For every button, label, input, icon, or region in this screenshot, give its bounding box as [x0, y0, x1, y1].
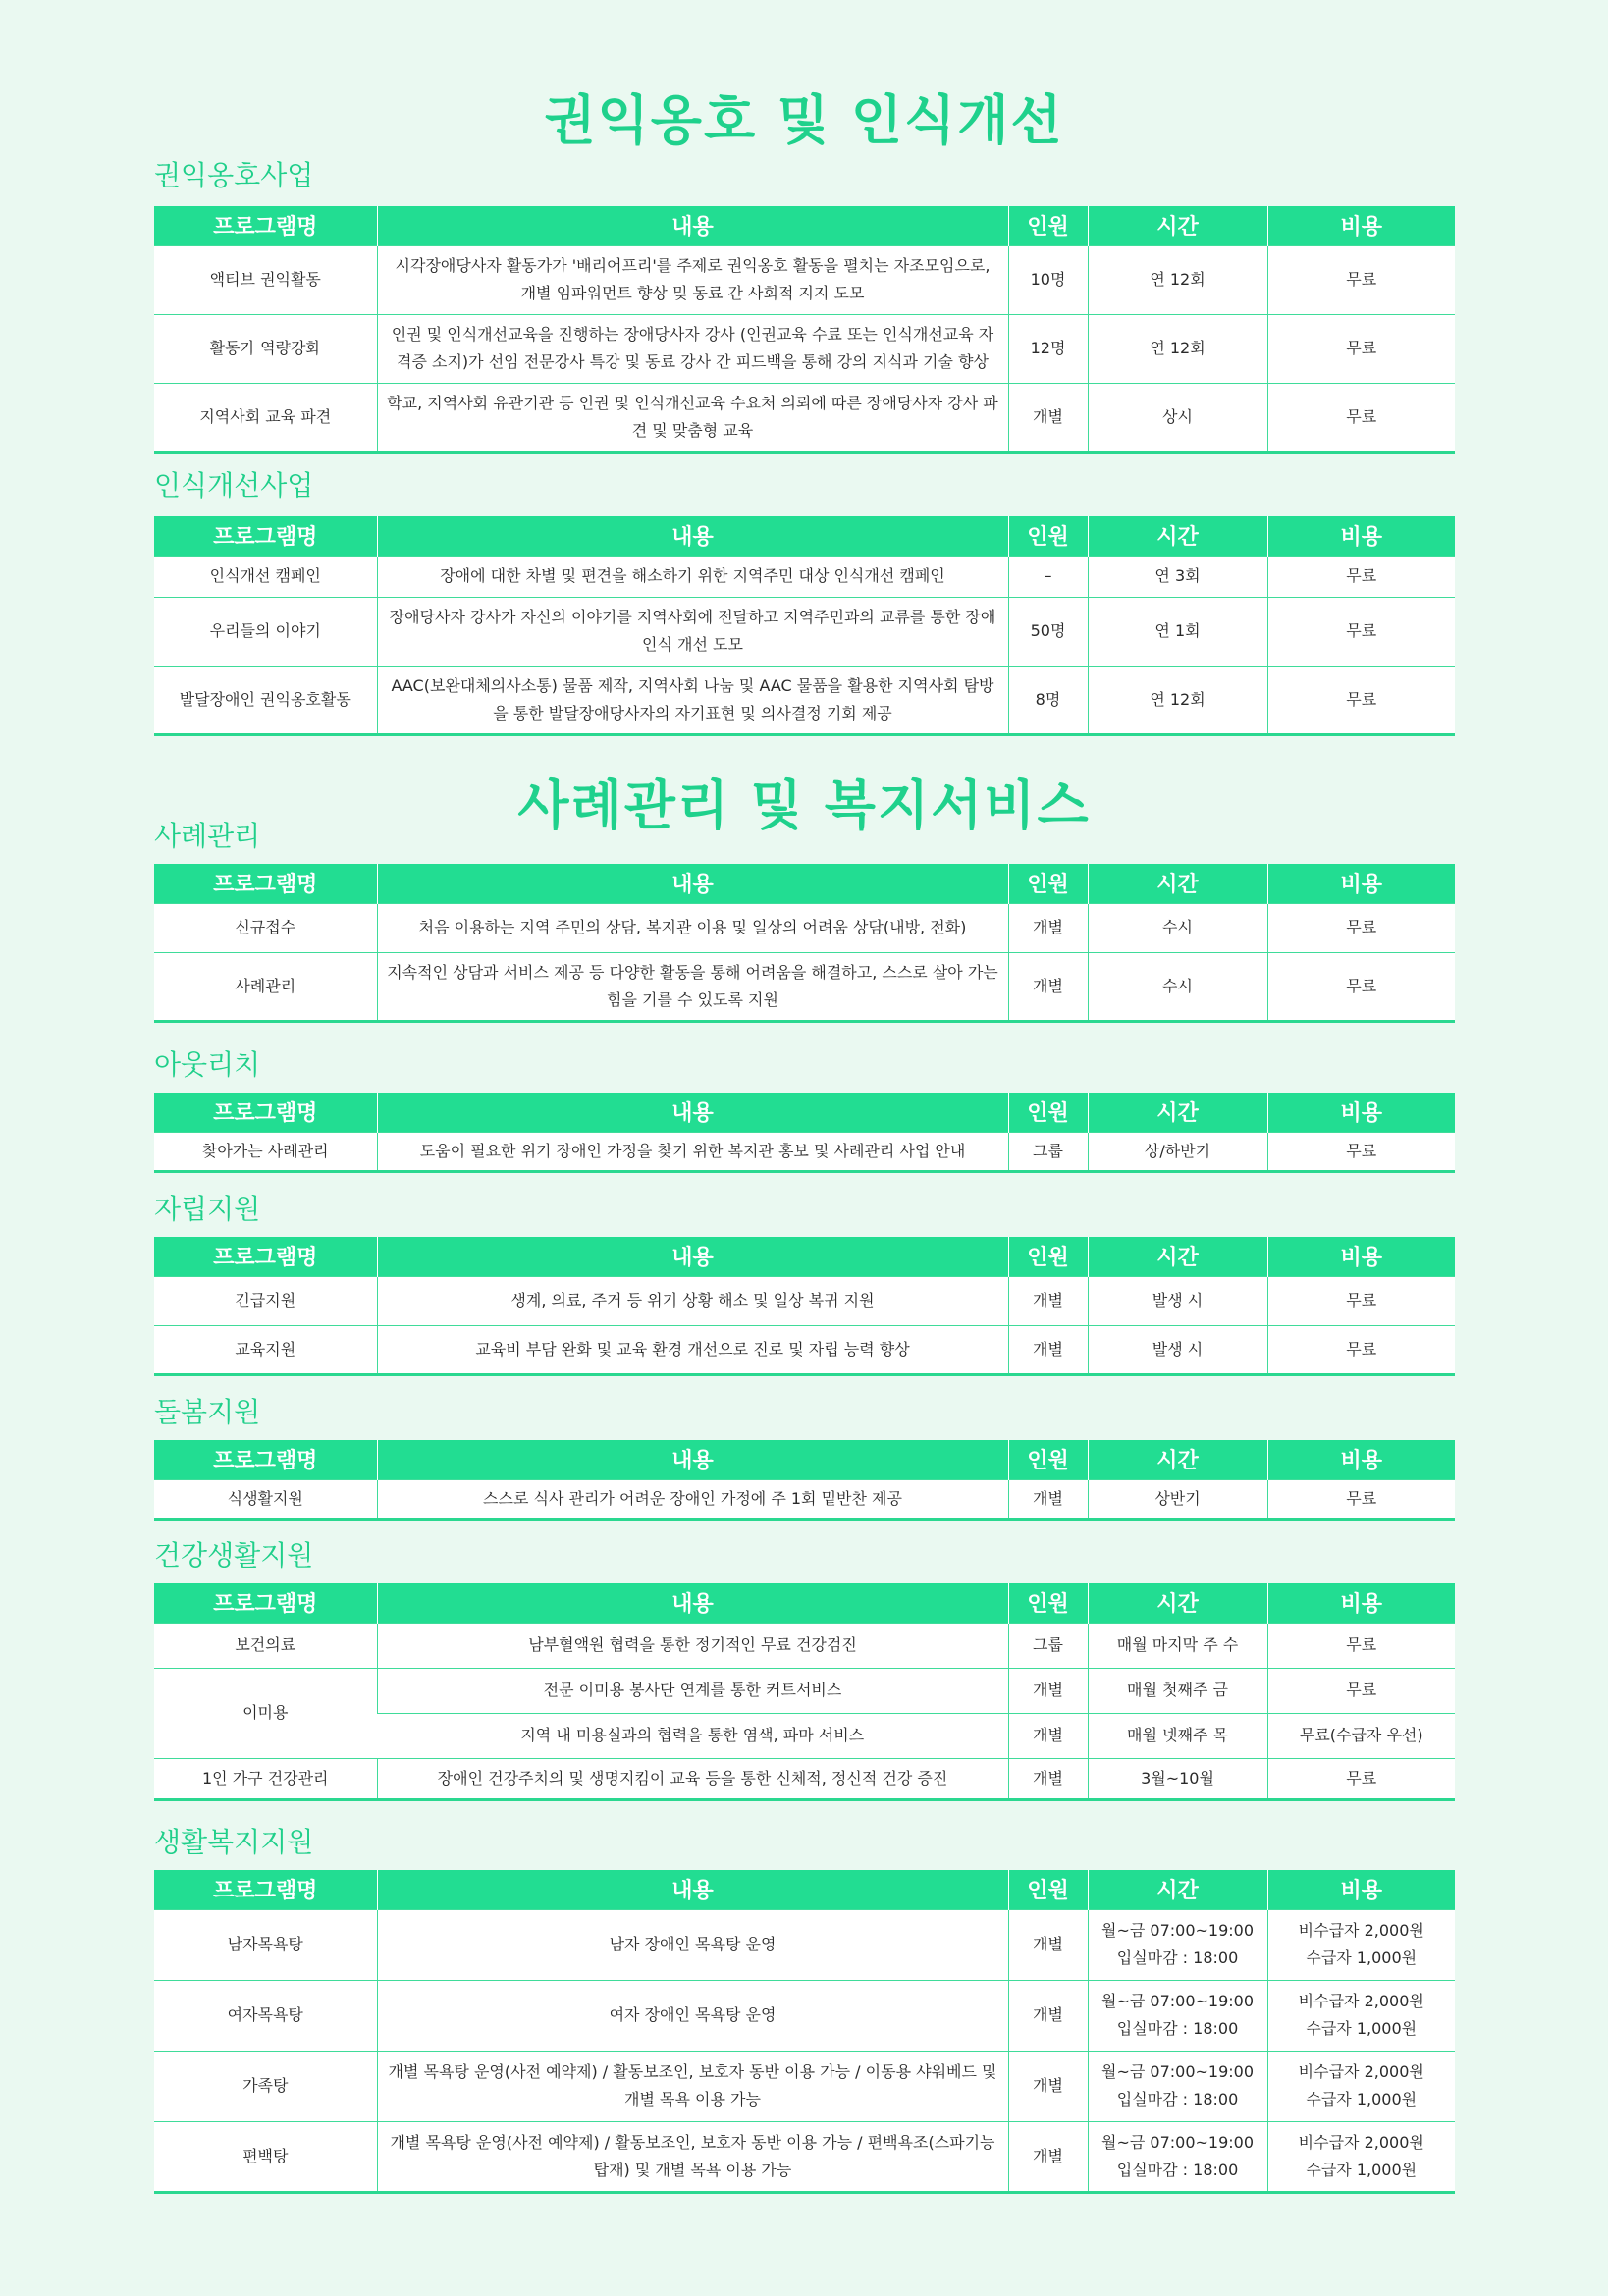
subsection-title-independence: 자립지원: [154, 1193, 261, 1225]
table-header-row: [154, 1237, 1455, 1276]
subsection-title-casemgmt: 사례관리: [154, 820, 261, 852]
program-content: 지속적인 상담과 서비스 제공 등 다양한 활동을 통해 어려움을 해결하고, 스스로 살아 가는 힘을 기를 수 있도록 지원: [377, 952, 1008, 1021]
health-table: [154, 1583, 1455, 1801]
program-content: 학교, 지역사회 유관기관 등 인권 및 인식개선교육 수요처 의뢰에 따른 장애당사자 강사 파견 및 맞춤형 교육: [377, 383, 1008, 452]
cost-line-1: 비수급자 2,000원: [1298, 2062, 1424, 2081]
program-name: 우리들의 이야기: [154, 597, 377, 666]
header-content: 내용: [377, 1583, 1008, 1623]
program-cost: [1267, 2121, 1455, 2192]
time-line-1: 월~금 07:00~19:00: [1100, 1992, 1255, 2010]
program-time: 연 12회: [1088, 245, 1267, 314]
header-time: 시간: [1088, 1583, 1267, 1623]
program-cost: 무료: [1267, 1758, 1455, 1799]
advocacy-table-wrap: [154, 206, 1455, 454]
header-people: 인원: [1008, 1583, 1088, 1623]
program-name: 지역사회 교육 파견: [154, 383, 377, 452]
header-time: 시간: [1088, 1237, 1267, 1276]
program-cost: 무료: [1267, 952, 1455, 1021]
time-line-1: 월~금 07:00~19:00: [1100, 2062, 1255, 2081]
program-content: 생계, 의료, 주거 등 위기 상황 해소 및 일상 복귀 지원: [377, 1276, 1008, 1325]
program-name: 신규접수: [154, 903, 377, 952]
table-row: [154, 597, 1455, 666]
advocacy-table: [154, 206, 1455, 454]
time-line-2: 입실마감 : 18:00: [1116, 1949, 1239, 1967]
header-content: 내용: [377, 1440, 1008, 1479]
program-people: 10명: [1008, 245, 1088, 314]
table-header-row: [154, 516, 1455, 556]
program-people: 그룹: [1008, 1132, 1088, 1171]
program-people: 그룹: [1008, 1623, 1088, 1668]
header-cost: 비용: [1267, 1237, 1455, 1276]
header-content: 내용: [377, 864, 1008, 903]
program-cost: 무료: [1267, 1325, 1455, 1374]
outreach-table-wrap: [154, 1093, 1455, 1173]
cost-line-1: 비수급자 2,000원: [1298, 1992, 1424, 2010]
program-content: 처음 이용하는 지역 주민의 상담, 복지관 이용 및 일상의 어려움 상담(내방, 전화): [377, 903, 1008, 952]
program-people: 개별: [1008, 2051, 1088, 2121]
table-header-row: [154, 1583, 1455, 1623]
header-program: 프로그램명: [154, 1237, 377, 1276]
welfare-table: [154, 1870, 1455, 2194]
program-cost: 무료: [1267, 1276, 1455, 1325]
awareness-table: [154, 516, 1455, 736]
subsection-title-outreach: 아웃리치: [154, 1048, 261, 1081]
program-name: 교육지원: [154, 1325, 377, 1374]
program-name: 1인 가구 건강관리: [154, 1758, 377, 1799]
header-time: 시간: [1088, 1440, 1267, 1479]
program-time: 수시: [1088, 952, 1267, 1021]
header-people: 인원: [1008, 864, 1088, 903]
subsection-title-welfare: 생활복지지원: [154, 1826, 314, 1858]
table-row: [154, 1909, 1455, 1980]
table-header-row: [154, 206, 1455, 245]
program-people: 50명: [1008, 597, 1088, 666]
table-row: [154, 1276, 1455, 1325]
time-line-1: 월~금 07:00~19:00: [1100, 2132, 1255, 2152]
table-row: [154, 2051, 1455, 2121]
cost-line-2: 수급자 1,000원: [1306, 2019, 1418, 2038]
header-cost: 비용: [1267, 1440, 1455, 1479]
program-people: 개별: [1008, 383, 1088, 452]
header-cost: 비용: [1267, 864, 1455, 903]
header-time: 시간: [1088, 1870, 1267, 1909]
program-cost: 무료: [1267, 903, 1455, 952]
program-time: [1088, 2121, 1267, 2192]
header-cost: 비용: [1267, 1870, 1455, 1909]
program-content: 지역 내 미용실과의 협력을 통한 염색, 파마 서비스: [377, 1713, 1008, 1758]
table-row: [154, 1623, 1455, 1668]
independence-table: [154, 1237, 1455, 1376]
header-people: 인원: [1008, 1093, 1088, 1132]
table-row: [154, 666, 1455, 734]
program-people: 개별: [1008, 1479, 1088, 1519]
cost-line-1: 비수급자 2,000원: [1298, 2132, 1424, 2152]
table-header-row: [154, 864, 1455, 903]
casemgmt-table-wrap: [154, 864, 1455, 1023]
program-time: [1088, 1980, 1267, 2051]
program-name: 찾아가는 사례관리: [154, 1132, 377, 1171]
program-content: 교육비 부담 완화 및 교육 환경 개선으로 진로 및 자립 능력 향상: [377, 1325, 1008, 1374]
program-content: 인권 및 인식개선교육을 진행하는 장애당사자 강사 (인권교육 수료 또는 인식개선교육 자격증 소지)가 선임 전문강사 특강 및 동료 강사 간 피드백을 통해 강의 지식과 기술 향상: [377, 314, 1008, 383]
program-time: 발생 시: [1088, 1325, 1267, 1374]
program-people: 개별: [1008, 1276, 1088, 1325]
program-people: 개별: [1008, 1980, 1088, 2051]
table-row: [154, 314, 1455, 383]
program-people: 개별: [1008, 903, 1088, 952]
program-time: 매월 마지막 주 수: [1088, 1623, 1267, 1668]
program-people: 8명: [1008, 666, 1088, 734]
program-time: 수시: [1088, 903, 1267, 952]
program-cost: 무료: [1267, 1623, 1455, 1668]
header-program: 프로그램명: [154, 206, 377, 245]
time-line-1: 월~금 07:00~19:00: [1100, 1921, 1255, 1940]
outreach-table: [154, 1093, 1455, 1173]
program-time: 매월 첫째주 금: [1088, 1668, 1267, 1713]
program-name: 액티브 권익활동: [154, 245, 377, 314]
table-row: [154, 1758, 1455, 1799]
header-program: 프로그램명: [154, 1583, 377, 1623]
subsection-title-care: 돌봄지원: [154, 1396, 261, 1428]
program-time: 매월 넷째주 목: [1088, 1713, 1267, 1758]
program-content: 장애당사자 강사가 자신의 이야기를 지역사회에 전달하고 지역주민과의 교류를 통한 장애 인식 개선 도모: [377, 597, 1008, 666]
table-row: [154, 1479, 1455, 1519]
program-name: 식생활지원: [154, 1479, 377, 1519]
header-time: 시간: [1088, 1093, 1267, 1132]
header-cost: 비용: [1267, 1093, 1455, 1132]
program-name: 여자목욕탕: [154, 1980, 377, 2051]
program-cost: [1267, 1980, 1455, 2051]
casemgmt-table: [154, 864, 1455, 1023]
table-row: [154, 952, 1455, 1021]
program-people: 12명: [1008, 314, 1088, 383]
program-time: 상시: [1088, 383, 1267, 452]
time-line-2: 입실마감 : 18:00: [1116, 2160, 1239, 2179]
header-content: 내용: [377, 206, 1008, 245]
program-time: 연 12회: [1088, 314, 1267, 383]
program-content: 시각장애당사자 활동가가 '배리어프리'를 주제로 권익옹호 활동을 펼치는 자조모임으로, 개별 임파워먼트 향상 및 동료 간 사회적 지지 도모: [377, 245, 1008, 314]
program-content: 개별 목욕탕 운영(사전 예약제) / 활동보조인, 보호자 동반 이용 가능 / 편백욕조(스파기능 탑재) 및 개별 목욕 이용 가능: [377, 2121, 1008, 2192]
header-people: 인원: [1008, 1870, 1088, 1909]
table-row: [154, 903, 1455, 952]
header-content: 내용: [377, 516, 1008, 556]
program-people: 개별: [1008, 1325, 1088, 1374]
program-cost: [1267, 2051, 1455, 2121]
header-cost: 비용: [1267, 1583, 1455, 1623]
program-name: 발달장애인 권익옹호활동: [154, 666, 377, 734]
program-time: [1088, 1909, 1267, 1980]
program-time: 3월~10월: [1088, 1758, 1267, 1799]
program-people: –: [1008, 556, 1088, 597]
program-people: 개별: [1008, 1909, 1088, 1980]
table-header-row: [154, 1093, 1455, 1132]
program-name: 인식개선 캠페인: [154, 556, 377, 597]
subsection-title-health: 건강생활지원: [154, 1539, 314, 1572]
program-cost: 무료: [1267, 556, 1455, 597]
program-time: [1088, 2051, 1267, 2121]
program-cost: 무료: [1267, 383, 1455, 452]
independence-table-wrap: [154, 1237, 1455, 1376]
table-row: [154, 1668, 1455, 1713]
program-cost: 무료: [1267, 666, 1455, 734]
program-time: 발생 시: [1088, 1276, 1267, 1325]
program-time: 연 3회: [1088, 556, 1267, 597]
header-content: 내용: [377, 1093, 1008, 1132]
header-program: 프로그램명: [154, 516, 377, 556]
table-row: [154, 556, 1455, 597]
header-program: 프로그램명: [154, 1093, 377, 1132]
program-name: 활동가 역량강화: [154, 314, 377, 383]
time-line-2: 입실마감 : 18:00: [1116, 2090, 1239, 2109]
program-people: 개별: [1008, 1668, 1088, 1713]
table-row: [154, 1132, 1455, 1171]
table-header-row: [154, 1440, 1455, 1479]
care-table: [154, 1440, 1455, 1521]
program-time: 상반기: [1088, 1479, 1267, 1519]
table-row: [154, 1980, 1455, 2051]
program-content: 남자 장애인 목욕탕 운영: [377, 1909, 1008, 1980]
table-header-row: [154, 1870, 1455, 1909]
subsection-title-awareness: 인식개선사업: [154, 469, 314, 502]
header-program: 프로그램명: [154, 1870, 377, 1909]
program-people: 개별: [1008, 1758, 1088, 1799]
program-cost: 무료: [1267, 597, 1455, 666]
program-time: 상/하반기: [1088, 1132, 1267, 1171]
program-content: 장애에 대한 차별 및 편견을 해소하기 위한 지역주민 대상 인식개선 캠페인: [377, 556, 1008, 597]
cost-line-2: 수급자 1,000원: [1306, 2090, 1418, 2109]
table-row: [154, 2121, 1455, 2192]
header-people: 인원: [1008, 1237, 1088, 1276]
program-cost: 무료: [1267, 1132, 1455, 1171]
program-content: AAC(보완대체의사소통) 물품 제작, 지역사회 나눔 및 AAC 물품을 활용한 지역사회 탐방을 통한 발달장애당사자의 자기표현 및 의사결정 기회 제공: [377, 666, 1008, 734]
program-content: 도움이 필요한 위기 장애인 가정을 찾기 위한 복지관 홍보 및 사례관리 사업 안내: [377, 1132, 1008, 1171]
program-cost: 무료: [1267, 1479, 1455, 1519]
header-cost: 비용: [1267, 516, 1455, 556]
program-people: 개별: [1008, 2121, 1088, 2192]
program-content: 남부혈액원 협력을 통한 정기적인 무료 건강검진: [377, 1623, 1008, 1668]
welfare-table-wrap: [154, 1870, 1455, 2194]
program-name: 보건의료: [154, 1623, 377, 1668]
program-cost: 무료: [1267, 314, 1455, 383]
time-line-2: 입실마감 : 18:00: [1116, 2019, 1239, 2038]
header-time: 시간: [1088, 864, 1267, 903]
header-cost: 비용: [1267, 206, 1455, 245]
program-content: 장애인 건강주치의 및 생명지킴이 교육 등을 통한 신체적, 정신적 건강 증진: [377, 1758, 1008, 1799]
header-people: 인원: [1008, 516, 1088, 556]
program-people: 개별: [1008, 952, 1088, 1021]
program-time: 연 12회: [1088, 666, 1267, 734]
cost-line-2: 수급자 1,000원: [1306, 1949, 1418, 1967]
program-name: 긴급지원: [154, 1276, 377, 1325]
header-people: 인원: [1008, 206, 1088, 245]
care-table-wrap: [154, 1440, 1455, 1521]
program-time: 연 1회: [1088, 597, 1267, 666]
program-cost: 무료: [1267, 245, 1455, 314]
program-name: 이미용: [154, 1668, 377, 1758]
health-table-wrap: [154, 1583, 1455, 1801]
program-name: 남자목욕탕: [154, 1909, 377, 1980]
program-name: 가족탕: [154, 2051, 377, 2121]
header-content: 내용: [377, 1870, 1008, 1909]
header-content: 내용: [377, 1237, 1008, 1276]
program-content: 개별 목욕탕 운영(사전 예약제) / 활동보조인, 보호자 동반 이용 가능 / 이동용 샤워베드 및 개별 목욕 이용 가능: [377, 2051, 1008, 2121]
header-time: 시간: [1088, 516, 1267, 556]
header-program: 프로그램명: [154, 1440, 377, 1479]
program-people: 개별: [1008, 1713, 1088, 1758]
section-title-casework: 사례관리 및 복지서비스: [517, 774, 1091, 836]
awareness-table-wrap: [154, 516, 1455, 736]
program-cost: 무료(수급자 우선): [1267, 1713, 1455, 1758]
program-cost: 무료: [1267, 1668, 1455, 1713]
table-row: [154, 245, 1455, 314]
table-row: [154, 1325, 1455, 1374]
program-cost: [1267, 1909, 1455, 1980]
header-program: 프로그램명: [154, 864, 377, 903]
section-title-advocacy: 권익옹호 및 인식개선: [544, 89, 1064, 151]
cost-line-2: 수급자 1,000원: [1306, 2160, 1418, 2179]
program-name: 사례관리: [154, 952, 377, 1021]
header-people: 인원: [1008, 1440, 1088, 1479]
subsection-title-advocacy: 권익옹호사업: [154, 159, 314, 191]
table-row: [154, 383, 1455, 452]
program-content: 스스로 식사 관리가 어려운 장애인 가정에 주 1회 밑반찬 제공: [377, 1479, 1008, 1519]
program-content: 전문 이미용 봉사단 연계를 통한 커트서비스: [377, 1668, 1008, 1713]
cost-line-1: 비수급자 2,000원: [1298, 1921, 1424, 1940]
program-content: 여자 장애인 목욕탕 운영: [377, 1980, 1008, 2051]
header-time: 시간: [1088, 206, 1267, 245]
program-name: 편백탕: [154, 2121, 377, 2192]
